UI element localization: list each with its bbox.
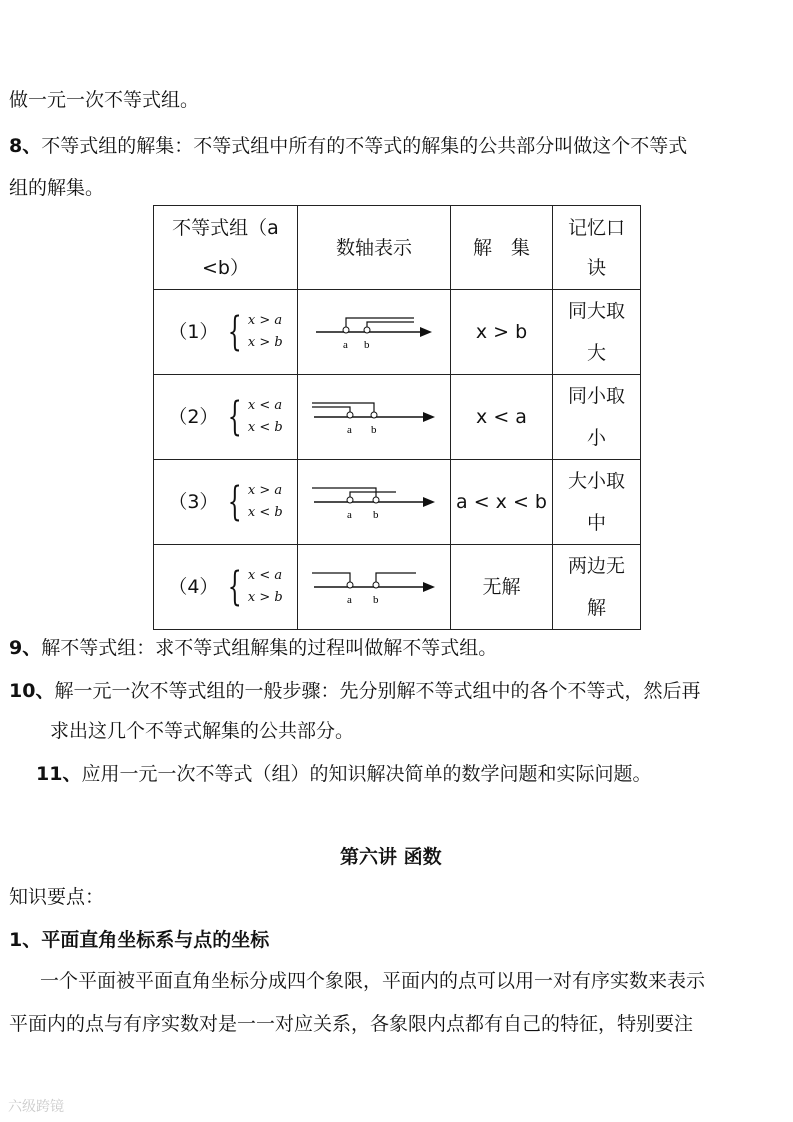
table-row xyxy=(154,290,641,375)
system-cell: （4） { x < a x > b xyxy=(154,545,298,630)
svg-text:a: a xyxy=(346,424,352,436)
memo-cell: 两边无 解 xyxy=(553,545,641,630)
number-line-diagram xyxy=(312,482,437,522)
solution-cell: x > b xyxy=(451,290,553,375)
item-10 xyxy=(9,679,700,703)
svg-text:b: b xyxy=(372,509,378,521)
number-line-diagram xyxy=(314,312,434,352)
header-system: 不等式组（a <b） xyxy=(154,206,298,290)
item-8-number: 8、 xyxy=(9,135,42,157)
header-solution: 解 集 xyxy=(451,206,553,290)
svg-text:a: a xyxy=(343,339,348,351)
number-line-cell xyxy=(298,545,451,630)
item-9-text: 解不等式组：求不等式组解集的过程叫做解不等式组。 xyxy=(41,637,498,659)
item-9 xyxy=(9,636,497,660)
table-row xyxy=(154,460,641,545)
system-cell: （2） { x < a x < b xyxy=(154,375,298,460)
svg-text:b: b xyxy=(370,424,376,436)
number-line-diagram xyxy=(312,397,437,437)
paragraph-line-1: 一个平面被平面直角坐标分成四个象限，平面内的点可以用一对有序实数来表示 xyxy=(40,970,706,992)
item-8 xyxy=(9,134,687,158)
item-10-number: 10、 xyxy=(9,680,55,702)
header-memo: 记忆口 诀 xyxy=(553,206,641,290)
table-row xyxy=(154,545,641,630)
svg-text:b: b xyxy=(364,339,370,351)
number-line-diagram xyxy=(312,567,437,607)
section-title: 第六讲 函数 xyxy=(340,846,442,868)
point-1-heading: 1、平面直角坐标系与点的坐标 xyxy=(9,929,270,951)
number-line-cell xyxy=(298,290,451,375)
item-10-text: 解一元一次不等式组的一般步骤：先分别解不等式组中的各个不等式，然后再 xyxy=(54,680,701,702)
inequality-table xyxy=(153,205,641,630)
memo-cell: 同大取 大 xyxy=(553,290,641,375)
svg-text:a: a xyxy=(346,509,352,521)
paragraph-line-2: 平面内的点与有序实数对是一一对应关系，各象限内点都有自己的特征，特别要注 xyxy=(9,1013,694,1035)
item-11-number: 11、 xyxy=(36,763,82,785)
solution-cell: x < a xyxy=(451,375,553,460)
item-11 xyxy=(36,762,651,786)
number-line-cell xyxy=(298,460,451,545)
solution-cell: 无解 xyxy=(451,545,553,630)
knowledge-heading: 知识要点： xyxy=(9,886,105,908)
memo-cell: 同小取 小 xyxy=(553,375,641,460)
intro-line: 做一元一次不等式组。 xyxy=(9,89,200,111)
watermark-logo: 六级跨镜 xyxy=(8,1099,64,1115)
system-cell: （1） { x > a x > b xyxy=(154,290,298,375)
memo-cell: 大小取 中 xyxy=(553,460,641,545)
item-9-number: 9、 xyxy=(9,637,42,659)
system-cell: （3） { x > a x < b xyxy=(154,460,298,545)
svg-text:a: a xyxy=(346,594,352,606)
item-11-text: 应用一元一次不等式（组）的知识解决简单的数学问题和实际问题。 xyxy=(81,763,652,785)
item-8-continuation: 组的解集。 xyxy=(9,177,105,199)
number-line-cell xyxy=(298,375,451,460)
table-header-row xyxy=(154,206,641,290)
item-8-text: 不等式组的解集：不等式组中所有的不等式的解集的公共部分叫做这个不等式 xyxy=(41,135,688,157)
header-number-line: 数轴表示 xyxy=(298,206,451,290)
item-10-continuation: 求出这几个不等式解集的公共部分。 xyxy=(50,720,355,742)
svg-text:b: b xyxy=(372,594,378,606)
solution-cell: a < x < b xyxy=(451,460,553,545)
table-row xyxy=(154,375,641,460)
